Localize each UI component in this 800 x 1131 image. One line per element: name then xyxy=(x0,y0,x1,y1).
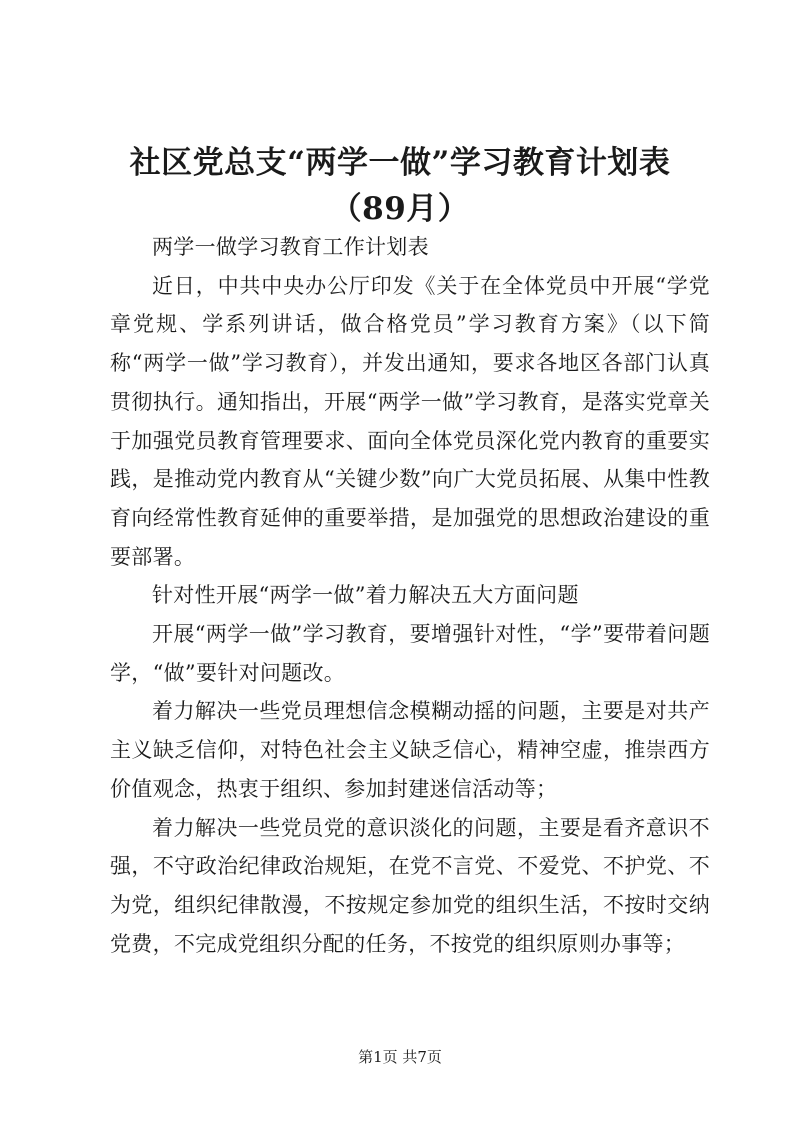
page-footer: 第1页 共7页 xyxy=(358,1048,442,1066)
paragraph-intro: 近日，中共中央办公厅印发《关于在全体党员中开展“学党章党规、学系列讲话，做合格党员”学习教育方案》（以下简称“两学一做”学习教育），并发出通知，要求各地区各部门认真贯彻执行。通知指出，开展“两学一做”学习教育，是落实党章关于加强党员教育管理要求、面向全体党员深化党内教育的重要实践，是推动党内教育从“关键少数”向广大党员拓展、从集中性教育向经常性教育延伸的重要举措，是加强党的思想政治建设的重要部署。 xyxy=(110,273,710,569)
document-body xyxy=(110,228,710,963)
paragraph-subtitle: 两学一做学习教育工作计划表 xyxy=(152,235,429,259)
paragraph-issue-1: 着力解决一些党员理想信念模糊动摇的问题，主要是对共产主义缺乏信仰，对特色社会主义缺乏信心，精神空虚，推崇西方价值观念，热衷于组织、参加封建迷信活动等； xyxy=(110,699,710,801)
paragraph-issue-2: 着力解决一些党员党的意识淡化的问题，主要是看齐意识不强，不守政治纪律政治规矩，在党不言党、不爱党、不护党、不为党，组织纪律散漫，不按规定参加党的组织生活，不按时交纳党费，不完成党组织分配的任务，不按党的组织原则办事等； xyxy=(110,815,710,956)
document-title: 社区党总支“两学一做”学习教育计划表（89月） xyxy=(129,145,671,227)
paragraph-focus: 开展“两学一做”学习教育，要增强针对性，“学”要带着问题学，“做”要针对问题改。 xyxy=(110,622,710,685)
paragraph-heading: 针对性开展“两学一做”着力解决五大方面问题 xyxy=(152,583,579,608)
